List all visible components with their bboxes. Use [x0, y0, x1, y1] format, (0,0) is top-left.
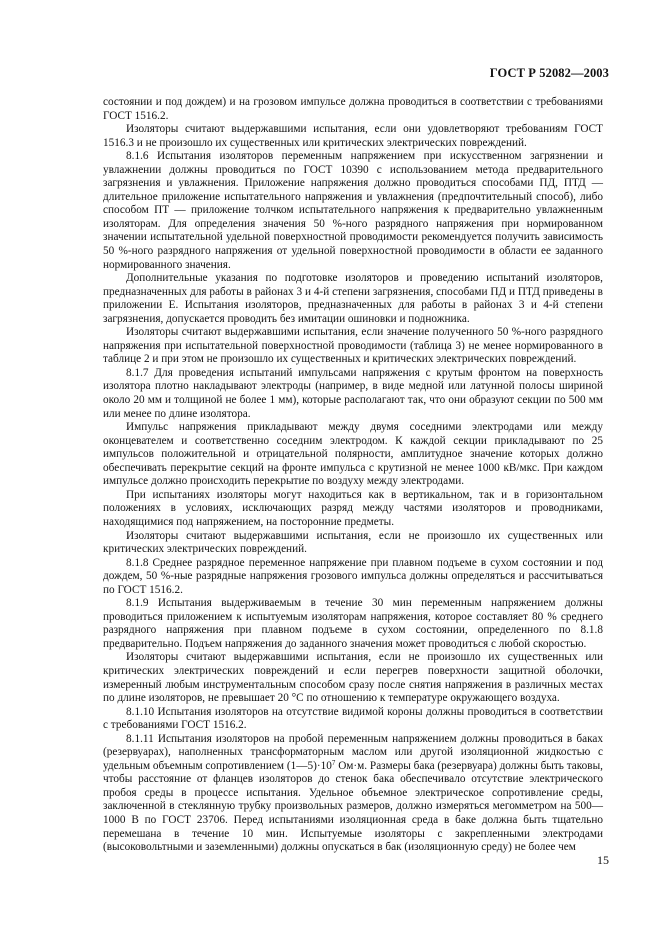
paragraph: Изоляторы считают выдержавшими испытания, если значение полученного 50 %-ного разрядного напряжения при испытательной поверхностной проводимости (таблица 3) не менее нормированного в таблице 2 и при этом не произошло их существенных и критических электрических повреждений. — [103, 326, 603, 366]
paragraph: При испытаниях изоляторы могут находиться как в вертикальном, так и в горизонтальном положениях в условиях, исключающих разряд между частями изоляторов и проводниками, находящимися под напряжением, на посторонние предметы. — [103, 488, 603, 528]
paragraph-text-part: Ом·м. Размеры бака (резервуара) должны быть таковы, чтобы расстояние от фланцев изоляторов до стенок бака обеспечивало отсутствие электрического пробоя среды в процессе испытания. Удельное объемное электрическое сопротивление среды, заключенной в стеклянную трубку произвольных размеров, должно измеряться мегомметром на 500—1000 В по ГОСТ 23706. Перед испытаниями изоляционная среда в баке должна быть тщательно перемешана в течение 10 мин. Испытуемые изоляторы с закрепленными электродами (высоковольтными и заземленными) должны опускаться в бак (изоляционную среду) не более чем — [103, 759, 603, 854]
paragraph: 8.1.10 Испытания изоляторов на отсутствие видимой короны должны проводиться в соответствии с требованиями ГОСТ 1516.2. — [103, 705, 603, 732]
paragraph-with-superscript — [103, 733, 603, 855]
paragraph: Дополнительные указания по подготовке изоляторов и проведению испытаний изоляторов, предназначенных для работы в районах 3 и 4-й степени загрязнения, способами ПД и ПТД приведены в приложении Е. Испытания изоляторов, предназначенных для работы в районах 3 и 4-й степени загрязнения, допускается проводить без имитации ошиновки и подножника. — [103, 272, 603, 325]
superscript-exponent: 7 — [331, 758, 336, 767]
paragraph: Изоляторы считают выдержавшими испытания, если они удовлетворяют требованиям ГОСТ 1516.3 и не произошло их существенных или критических электрических повреждений. — [103, 123, 603, 149]
paragraph: Импульс напряжения прикладывают между двумя соседними электродами или между оконцевателем и соответственно соседним электродом. К каждой секции прикладывают по 25 импульсов положительной и отрицательной полярности, амплитудное значение которых должно обеспечивать перекрытие секций на фронте импульса с крутизной не менее 1000 кВ/мкс. При каждом импульсе должно происходить перекрытие по воздуху между электродами. — [103, 421, 603, 488]
paragraph-text-part: 8.1.11 Испытания изоляторов на пробой переменным напряжением должны проводиться в баках (резервуарах), наполненных трансформаторным маслом или другой изоляционной жидкостью с удельным объемным сопротивлением (1—5)·10 — [103, 732, 603, 772]
document-body — [103, 96, 603, 855]
paragraph: Изоляторы считают выдержавшими испытания, если не произошло их существенных или критических электрических повреждений и если перегрев поверхности защитной оболочки, измеренный любым инструментальным способом сразу после снятия напряжения в различных местах по длине изоляторов, не превышает 20 °С по отношению к температуре окружающего воздуха. — [103, 651, 603, 705]
paragraph: 8.1.8 Среднее разрядное переменное напряжение при плавном подъеме в сухом состоянии и под дождем, 50 %-ные разрядные напряжения грозового импульса должны определяться и рассчитываться по ГОСТ 1516.2. — [103, 556, 603, 596]
paragraph: 8.1.9 Испытания выдерживаемым в течение 30 мин переменным напряжением должны проводиться приложением к испытуемым изоляторам напряжения, которое составляет 80 % среднего разрядного напряжения при плавном подъеме в сухом состоянии, определенного по 8.1.8 предварительно. Подъем напряжения до заданного значения может проводиться с любой скоростью. — [103, 597, 603, 650]
paragraph: Изоляторы считают выдержавшими испытания, если не произошло их существенных или критических электрических повреждений. — [103, 529, 603, 556]
paragraph: 8.1.6 Испытания изоляторов переменным напряжением при искусственном загрязнении и увлажнении должны проводиться по ГОСТ 10390 с использованием метода предварительного загрязнения и увлажнения. Приложение напряжения должно проводиться способами ПД, ПТД — длительное приложение испытательного напряжения и увлажнения (предпочтительный способ), либо способом ПТ — приложение толчком испытательного напряжения к предварительно увлажненным изоляторам. Для определения значения 50 %-ного разрядного напряжения при нормированном значении испытательной удельной поверхностной проводимости рекомендуется получить зависимость 50 %-ного разрядного напряжения от удельной поверхностной проводимости в области ее заданного нормированного значения. — [103, 150, 603, 271]
paragraph: 8.1.7 Для проведения испытаний импульсами напряжения с крутым фронтом на поверхность изолятора плотно накладывают электроды (например, в виде медной или латунной полосы шириной около 20 мм и толщиной не более 1 мм), которые располагают так, что они образуют секции по 500 мм или менее по длине изолятора. — [103, 366, 603, 420]
page-header: ГОСТ Р 52082—2003 — [489, 66, 609, 80]
paragraph: состоянии и под дождем) и на грозовом импульсе должна проводиться в соответствии с требованиями ГОСТ 1516.2. — [103, 96, 603, 122]
page-number: 15 — [597, 853, 609, 867]
